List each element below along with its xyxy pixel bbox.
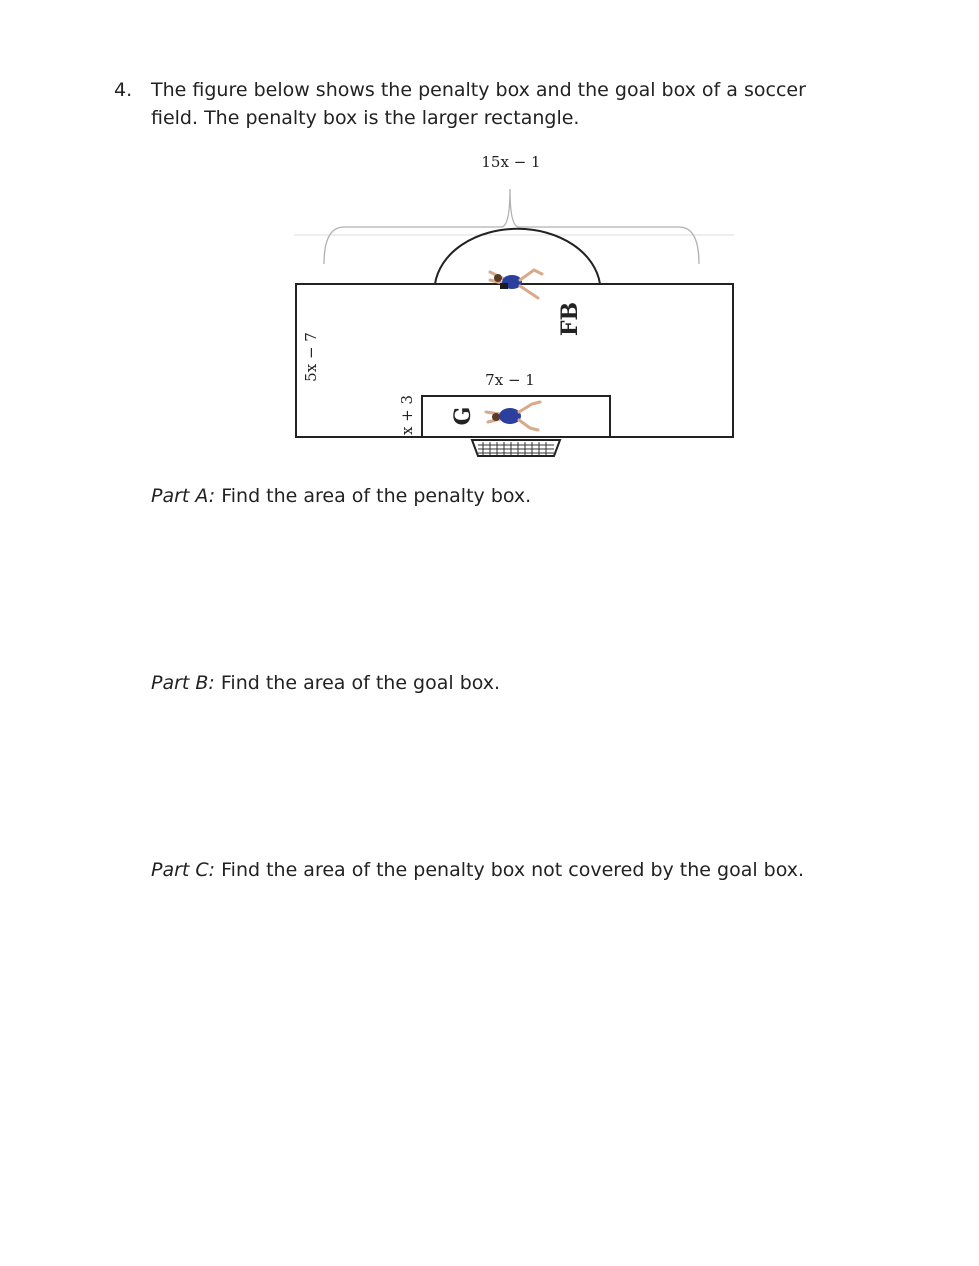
part-c-prompt — [151, 856, 804, 884]
part-a-label: Part A: — [151, 485, 216, 507]
penalty-arc — [435, 229, 600, 284]
part-b-label: Part B: — [151, 672, 215, 694]
penalty-width-label: 15x − 1 — [481, 153, 541, 171]
penalty-height-label: 5x − 7 — [302, 332, 320, 382]
question-stem — [151, 76, 851, 132]
part-a-prompt — [151, 482, 531, 510]
question-stem-line-1: The figure below shows the penalty box and the goal box of a soccer — [151, 79, 806, 101]
goalie-player-icon — [486, 402, 540, 430]
width-brace — [294, 189, 734, 264]
goal-height-label: x + 3 — [398, 394, 416, 436]
part-b-text: Find the area of the goal box. — [214, 672, 501, 694]
part-a-text: Find the area of the penalty box. — [215, 485, 532, 507]
goal-net — [472, 440, 560, 456]
goal-width-label: 7x − 1 — [485, 371, 535, 389]
part-b-prompt — [151, 669, 500, 697]
part-c-text: Find the area of the penalty box not covered by the goal box. — [215, 859, 805, 881]
part-c-label: Part C: — [151, 859, 216, 881]
soccer-field-diagram — [286, 146, 746, 466]
question-number: 4. — [114, 79, 133, 101]
goalie-label: G — [450, 406, 476, 426]
soccer-field-figure — [286, 146, 746, 466]
question-stem-line-2: field. The penalty box is the larger rectangle. — [151, 107, 580, 129]
fullback-label: FB — [557, 301, 583, 337]
